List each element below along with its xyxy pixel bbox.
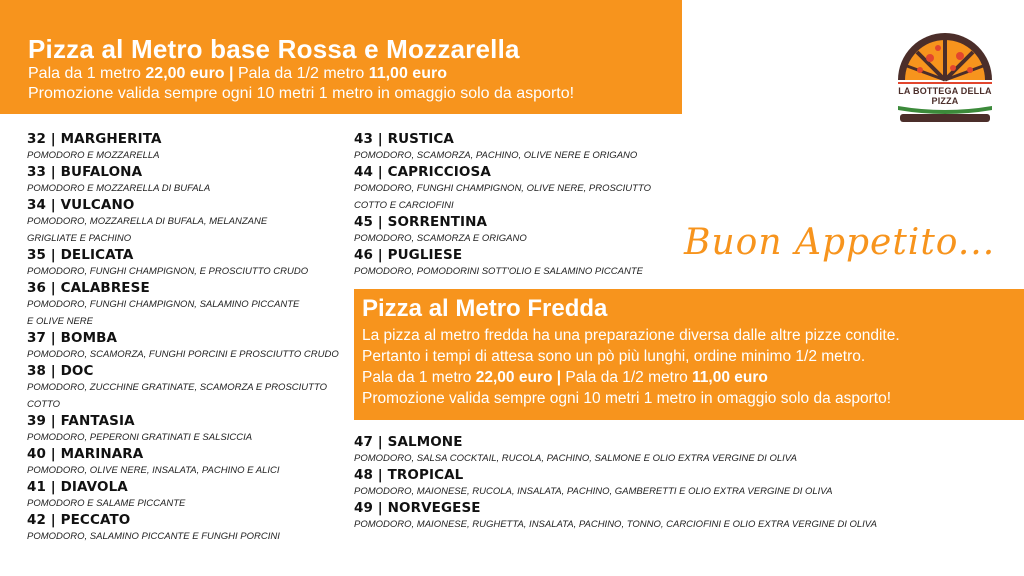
fredda-banner xyxy=(354,289,1024,420)
item-name: 33 | BUFALONA xyxy=(27,164,143,180)
menu-item xyxy=(27,413,347,446)
price-value-1: 22,00 euro xyxy=(475,369,553,386)
item-desc: POMODORO, FUNGHI CHAMPIGNON, SALAMINO PICCANTE E OLIVE NERE xyxy=(27,299,300,327)
menu-item xyxy=(27,479,347,512)
item-desc: POMODORO, MAIONESE, RUGHETTA, INSALATA, PACHINO, TONNO, CARCIOFINI E OLIO EXTRA VERGINE DI OLIVA xyxy=(354,519,877,530)
menu-item xyxy=(27,446,347,479)
fredda-title: Pizza al Metro Fredda xyxy=(362,295,608,322)
menu-item xyxy=(27,512,347,545)
item-desc: POMODORO, POMODORINI SOTT'OLIO E SALAMINO PICCANTE xyxy=(354,266,643,277)
item-name: 37 | BOMBA xyxy=(27,330,118,346)
menu-item xyxy=(354,500,914,533)
pizza-slice-logo-icon xyxy=(890,18,1000,126)
menu-item xyxy=(354,214,684,247)
price-label-1: Pala da 1 metro xyxy=(28,65,146,82)
item-desc: POMODORO, SCAMORZA, FUNGHI PORCINI E PROSCIUTTO CRUDO xyxy=(27,349,339,360)
fredda-promo: Promozione valida sempre ogni 10 metri 1 metro in omaggio solo da asporto! xyxy=(362,390,891,407)
menu-item xyxy=(354,164,684,214)
item-desc: POMODORO E MOZZARELLA xyxy=(27,150,160,161)
menu-item xyxy=(354,247,684,280)
item-desc: POMODORO, MAIONESE, RUCOLA, INSALATA, PACHINO, GAMBERETTI E OLIO EXTRA VERGINE DI OLIVA xyxy=(354,486,833,497)
item-name: 48 | TROPICAL xyxy=(354,467,464,483)
item-desc: POMODORO, OLIVE NERE, INSALATA, PACHINO E ALICI xyxy=(27,465,280,476)
pizzeria-logo xyxy=(890,18,1000,126)
banner-title: Pizza al Metro base Rossa e Mozzarella xyxy=(28,34,520,64)
menu-item xyxy=(27,363,347,413)
price-separator: | xyxy=(552,369,566,386)
menu-item xyxy=(354,434,914,467)
item-desc: POMODORO E MOZZARELLA DI BUFALA xyxy=(27,183,211,194)
buon-appetito-script: Buon Appetito... xyxy=(684,222,996,263)
menu-item xyxy=(27,247,347,280)
menu-column-fredda xyxy=(354,434,914,533)
fredda-line-2: Pertanto i tempi di attesa sono un pò più lunghi, ordine minimo 1/2 metro. xyxy=(362,348,866,365)
item-name: 34 | VULCANO xyxy=(27,197,135,213)
menu-item xyxy=(354,131,684,164)
item-name: 46 | PUGLIESE xyxy=(354,247,463,263)
item-name: 45 | SORRENTINA xyxy=(354,214,488,230)
item-name: 35 | DELICATA xyxy=(27,247,134,263)
logo-text: LA BOTTEGA DELLA PIZZA xyxy=(898,86,992,106)
menu-item xyxy=(27,131,347,164)
item-name: 38 | DOC xyxy=(27,363,94,379)
price-value-2: 11,00 euro xyxy=(368,65,447,82)
item-desc: POMODORO, SALAMINO PICCANTE E FUNGHI PORCINI xyxy=(27,531,280,542)
top-banner xyxy=(0,0,682,114)
menu-item xyxy=(354,467,914,500)
menu-item xyxy=(27,197,347,247)
item-desc: POMODORO, FUNGHI CHAMPIGNON, OLIVE NERE, PROSCIUTTO COTTO E CARCIOFINI xyxy=(354,183,651,211)
menu-item xyxy=(27,330,347,363)
item-name: 47 | SALMONE xyxy=(354,434,463,450)
item-name: 42 | PECCATO xyxy=(27,512,131,528)
price-separator: | xyxy=(224,65,238,82)
banner-promo: Promozione valida sempre ogni 10 metri 1 metro in omaggio solo da asporto! xyxy=(28,85,575,102)
banner-price-line xyxy=(28,64,682,84)
item-desc: POMODORO, MOZZARELLA DI BUFALA, MELANZANE GRIGLIATE E PACHINO xyxy=(27,216,268,244)
price-label-2: Pala da 1/2 metro xyxy=(237,65,369,82)
item-name: 49 | NORVEGESE xyxy=(354,500,481,516)
item-desc: POMODORO, SCAMORZA, PACHINO, OLIVE NERE E ORIGANO xyxy=(354,150,638,161)
item-name: 32 | MARGHERITA xyxy=(27,131,162,147)
item-desc: POMODORO, ZUCCHINE GRATINATE, SCAMORZA E PROSCIUTTO COTTO xyxy=(27,382,327,410)
fredda-line-1: La pizza al metro fredda ha una preparazione diversa dalle altre pizze condite. xyxy=(362,327,900,344)
item-desc: POMODORO E SALAME PICCANTE xyxy=(27,498,186,509)
item-desc: POMODORO, PEPERONI GRATINATI E SALSICCIA xyxy=(27,432,253,443)
item-name: 44 | CAPRICCIOSA xyxy=(354,164,491,180)
price-label-2: Pala da 1/2 metro xyxy=(565,369,693,386)
item-desc: POMODORO, SALSA COCKTAIL, RUCOLA, PACHINO, SALMONE E OLIO EXTRA VERGINE DI OLIVA xyxy=(354,453,797,464)
item-name: 36 | CALABRESE xyxy=(27,280,150,296)
item-name: 40 | MARINARA xyxy=(27,446,144,462)
item-name: 43 | RUSTICA xyxy=(354,131,454,147)
menu-column-left xyxy=(27,131,347,545)
menu-item xyxy=(27,164,347,197)
menu-item xyxy=(27,280,347,330)
item-desc: POMODORO, FUNGHI CHAMPIGNON, E PROSCIUTTO CRUDO xyxy=(27,266,309,277)
item-name: 39 | FANTASIA xyxy=(27,413,135,429)
item-desc: POMODORO, SCAMORZA E ORIGANO xyxy=(354,233,527,244)
fredda-price-line xyxy=(362,367,1024,388)
price-value-1: 22,00 euro xyxy=(145,65,225,82)
item-name: 41 | DIAVOLA xyxy=(27,479,128,495)
price-label-1: Pala da 1 metro xyxy=(362,369,476,386)
price-value-2: 11,00 euro xyxy=(692,369,768,386)
menu-column-middle xyxy=(354,131,684,280)
